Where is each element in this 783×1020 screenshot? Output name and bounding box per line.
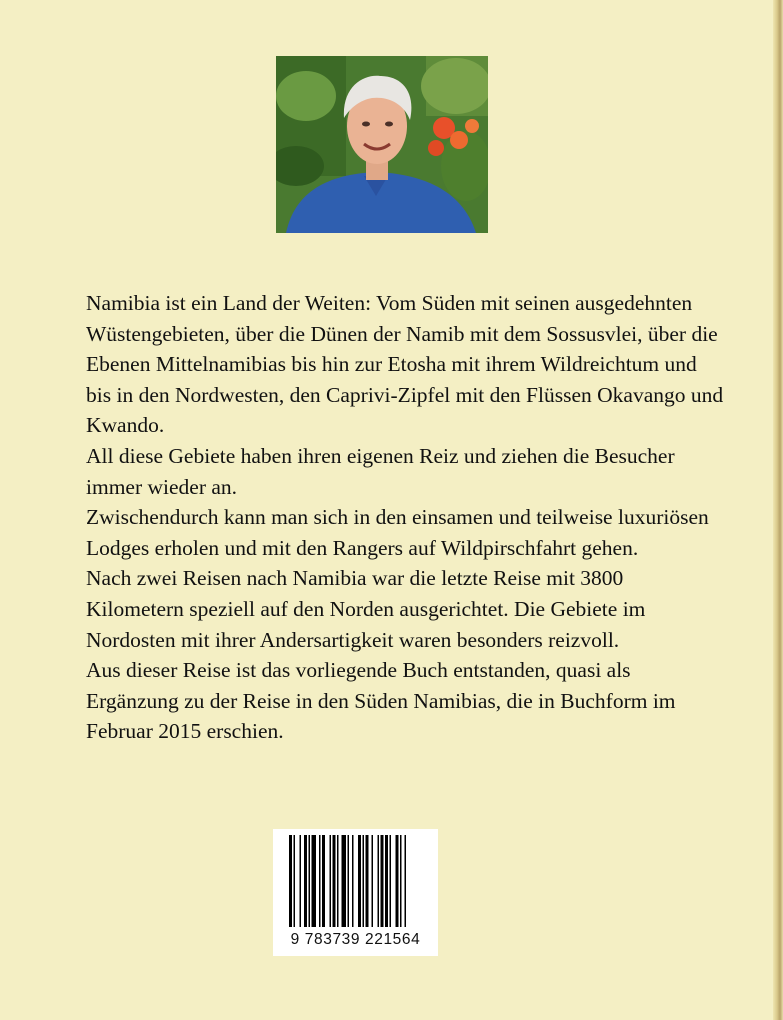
blurb-paragraph: Aus dieser Reise ist das vorliegende Buch entstanden, quasi als Ergänzung zu der Reise in den Süden Namibias, die in Buchform im Februar 2015 erschien. bbox=[86, 658, 676, 744]
blurb-paragraph: Namibia ist ein Land der Weiten: Vom Süden mit seinen ausgedehnten Wüstengebieten, über die Dünen der Namib mit dem Sossusvlei, über die Ebenen Mittelnamibias bis hin zur Etosha mit ihrem Wildreichtum und bis in den Nordwesten, den Caprivi-Zipfel mit den Flüssen Okavango und Kwando. bbox=[86, 291, 724, 438]
author-portrait-image bbox=[276, 56, 488, 233]
barcode-bars bbox=[273, 829, 438, 929]
blurb-text bbox=[86, 288, 726, 747]
isbn-barcode bbox=[273, 829, 438, 956]
author-photo bbox=[276, 56, 488, 233]
blurb-paragraph: Zwischendurch kann man sich in den einsamen und teilweise luxuriösen Lodges erholen und mit den Rangers auf Wildpirschfahrt gehen. bbox=[86, 505, 709, 560]
page-edge bbox=[773, 0, 783, 1020]
isbn-number: 9 783739 221564 bbox=[290, 931, 421, 948]
blurb-paragraph: All diese Gebiete haben ihren eigenen Reiz und ziehen die Besucher immer wieder an. bbox=[86, 443, 675, 499]
blurb-paragraph: Nach zwei Reisen nach Namibia war die letzte Reise mit 3800 Kilometern speziell auf den Norden ausgerichtet. Die Gebiete im Nordosten mit ihrer Andersartigkeit waren besonders reizvoll. bbox=[86, 566, 646, 652]
